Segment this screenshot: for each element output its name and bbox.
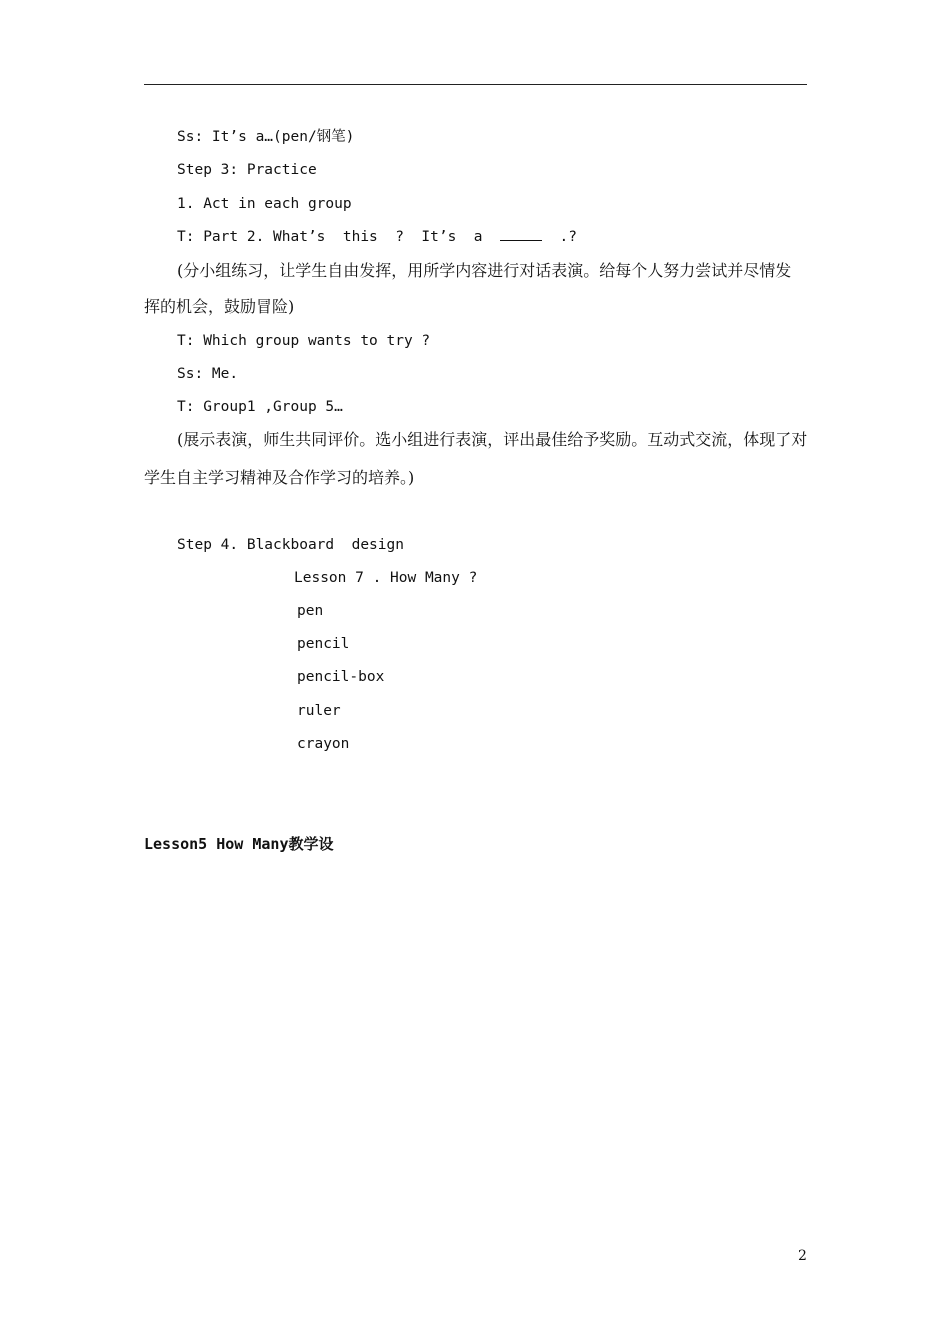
fill-in-blank	[500, 228, 542, 241]
vocab-item: crayon	[297, 736, 350, 752]
vocab-item: ruler	[297, 703, 341, 719]
text-line: Ss: Me.	[177, 366, 239, 382]
text-line: Step 3: Practice	[177, 162, 317, 178]
vocab-item: pen	[297, 603, 324, 619]
header-rule	[144, 84, 807, 85]
text-fragment: T: Part 2. What’s this ? It’s a	[177, 229, 501, 245]
text-fragment: .?	[542, 229, 577, 245]
text-line: T: Which group wants to try ?	[177, 333, 431, 349]
text-line: T: Group1 ,Group 5…	[177, 399, 343, 415]
vocab-item: pencil	[297, 636, 350, 652]
text-line: 学生自主学习精神及合作学习的培养。)	[144, 468, 415, 487]
vocab-item: pencil-box	[297, 669, 385, 685]
text-line	[177, 227, 577, 247]
page-number: 2	[798, 1248, 807, 1264]
text-line: 挥的机会，鼓励冒险)	[144, 297, 295, 316]
text-line: 1. Act in each group	[177, 196, 352, 212]
section-heading: Lesson5 How Many教学设	[144, 835, 334, 853]
text-line: Step 4. Blackboard design	[177, 537, 404, 553]
text-line: Ss: It’s a…(pen/钢笔)	[177, 129, 355, 145]
text-line: (展示表演，师生共同评价。选小组进行表演，评出最佳给予奖励。互动式交流，体现了对	[177, 430, 808, 449]
text-line: (分小组练习，让学生自由发挥，用所学内容进行对话表演。给每个人努力尝试并尽情发	[177, 261, 792, 280]
blackboard-title: Lesson 7 . How Many ?	[294, 570, 478, 586]
